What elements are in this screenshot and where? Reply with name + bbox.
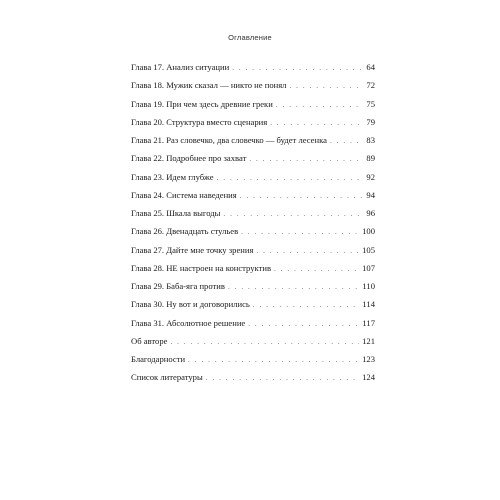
dot-leader <box>232 59 363 77</box>
toc-entry <box>131 149 375 167</box>
dot-leader <box>276 96 364 114</box>
toc-entry-page: 72 <box>366 80 375 91</box>
dot-leader <box>274 260 359 278</box>
toc-entry-title: Глава 22. Подробнее про захват <box>131 153 247 164</box>
toc-entry <box>131 241 375 259</box>
toc-entry-title: Глава 25. Шкала выгоды <box>131 208 221 218</box>
toc-entry-title: Глава 23. Идем глубже <box>131 171 214 182</box>
toc-entry-title: Глава 30. Ну вот и договорились <box>131 299 250 310</box>
dot-leader <box>228 278 359 296</box>
toc-entry-title: Глава 18. Мужик сказал — никто не понял <box>131 80 287 91</box>
toc-entry <box>131 113 375 131</box>
toc-entry-title: Глава 21. Раз словечко, два словечко — будет лесенка <box>131 135 327 145</box>
toc-entry-page: 117 <box>362 317 375 328</box>
dot-leader <box>256 242 359 260</box>
toc-entry-page: 89 <box>366 153 375 164</box>
dot-leader <box>289 77 363 95</box>
toc-entry <box>131 95 375 113</box>
toc-entry-title: Об авторе <box>131 335 168 346</box>
dot-leader <box>240 187 364 205</box>
toc-entry-title: Глава 17. Анализ ситуации <box>131 62 230 72</box>
toc-entry-page: 83 <box>366 135 375 145</box>
dot-leader <box>188 351 359 369</box>
dot-leader <box>249 150 363 168</box>
running-head: Оглавление <box>228 33 272 42</box>
toc-entry-title: Глава 31. Абсолютное решение <box>131 317 246 328</box>
toc-entry-page: 105 <box>362 244 375 255</box>
dot-leader <box>330 132 363 150</box>
dot-leader <box>253 296 360 314</box>
toc-entry <box>131 259 375 277</box>
toc-entry-page: 64 <box>366 62 375 72</box>
toc-entry-page: 110 <box>362 281 375 291</box>
toc-entry-page: 79 <box>366 116 375 127</box>
table-of-contents <box>131 58 375 387</box>
toc-entry <box>131 131 375 149</box>
toc-entry-title: Глава 28. НЕ настроен на конструктив <box>131 262 272 273</box>
dot-leader <box>248 315 359 333</box>
dot-leader <box>241 223 359 241</box>
toc-entry-page: 107 <box>362 262 375 273</box>
toc-entry-page: 114 <box>362 299 375 310</box>
toc-entry-page: 121 <box>362 335 375 346</box>
toc-entry <box>131 76 375 94</box>
toc-entry-page: 75 <box>366 98 375 109</box>
toc-entry <box>131 186 375 204</box>
toc-entry <box>131 277 375 295</box>
toc-entry-title: Глава 27. Дайте мне точку зрения <box>131 244 254 255</box>
toc-entry <box>131 204 375 222</box>
toc-entry-title: Глава 19. При чем здесь древние греки <box>131 98 273 109</box>
dot-leader <box>170 333 359 351</box>
dot-leader <box>217 169 364 187</box>
toc-entry-page: 100 <box>362 226 375 237</box>
toc-entry-title: Список литературы <box>131 372 203 383</box>
toc-entry-title: Глава 26. Двенадцать стульев <box>131 226 239 237</box>
toc-entry-page: 94 <box>366 189 375 200</box>
toc-entry-page: 124 <box>362 372 375 383</box>
toc-entry-title: Глава 20. Структура вместо сценария <box>131 116 268 127</box>
toc-entry-page: 123 <box>362 354 375 364</box>
toc-entry <box>131 314 375 332</box>
toc-entry-page: 96 <box>366 208 375 218</box>
toc-entry-title: Глава 29. Баба-яга против <box>131 281 225 291</box>
dot-leader <box>270 114 363 132</box>
toc-entry <box>131 350 375 368</box>
toc-entry <box>131 295 375 313</box>
toc-entry <box>131 368 375 386</box>
toc-entry-title: Благодарности <box>131 354 186 364</box>
toc-entry <box>131 222 375 240</box>
dot-leader <box>206 369 359 387</box>
toc-entry <box>131 168 375 186</box>
toc-entry-page: 92 <box>366 171 375 182</box>
dot-leader <box>223 205 363 223</box>
toc-entry <box>131 332 375 350</box>
toc-entry-title: Глава 24. Система наведения <box>131 189 237 200</box>
toc-entry <box>131 58 375 76</box>
